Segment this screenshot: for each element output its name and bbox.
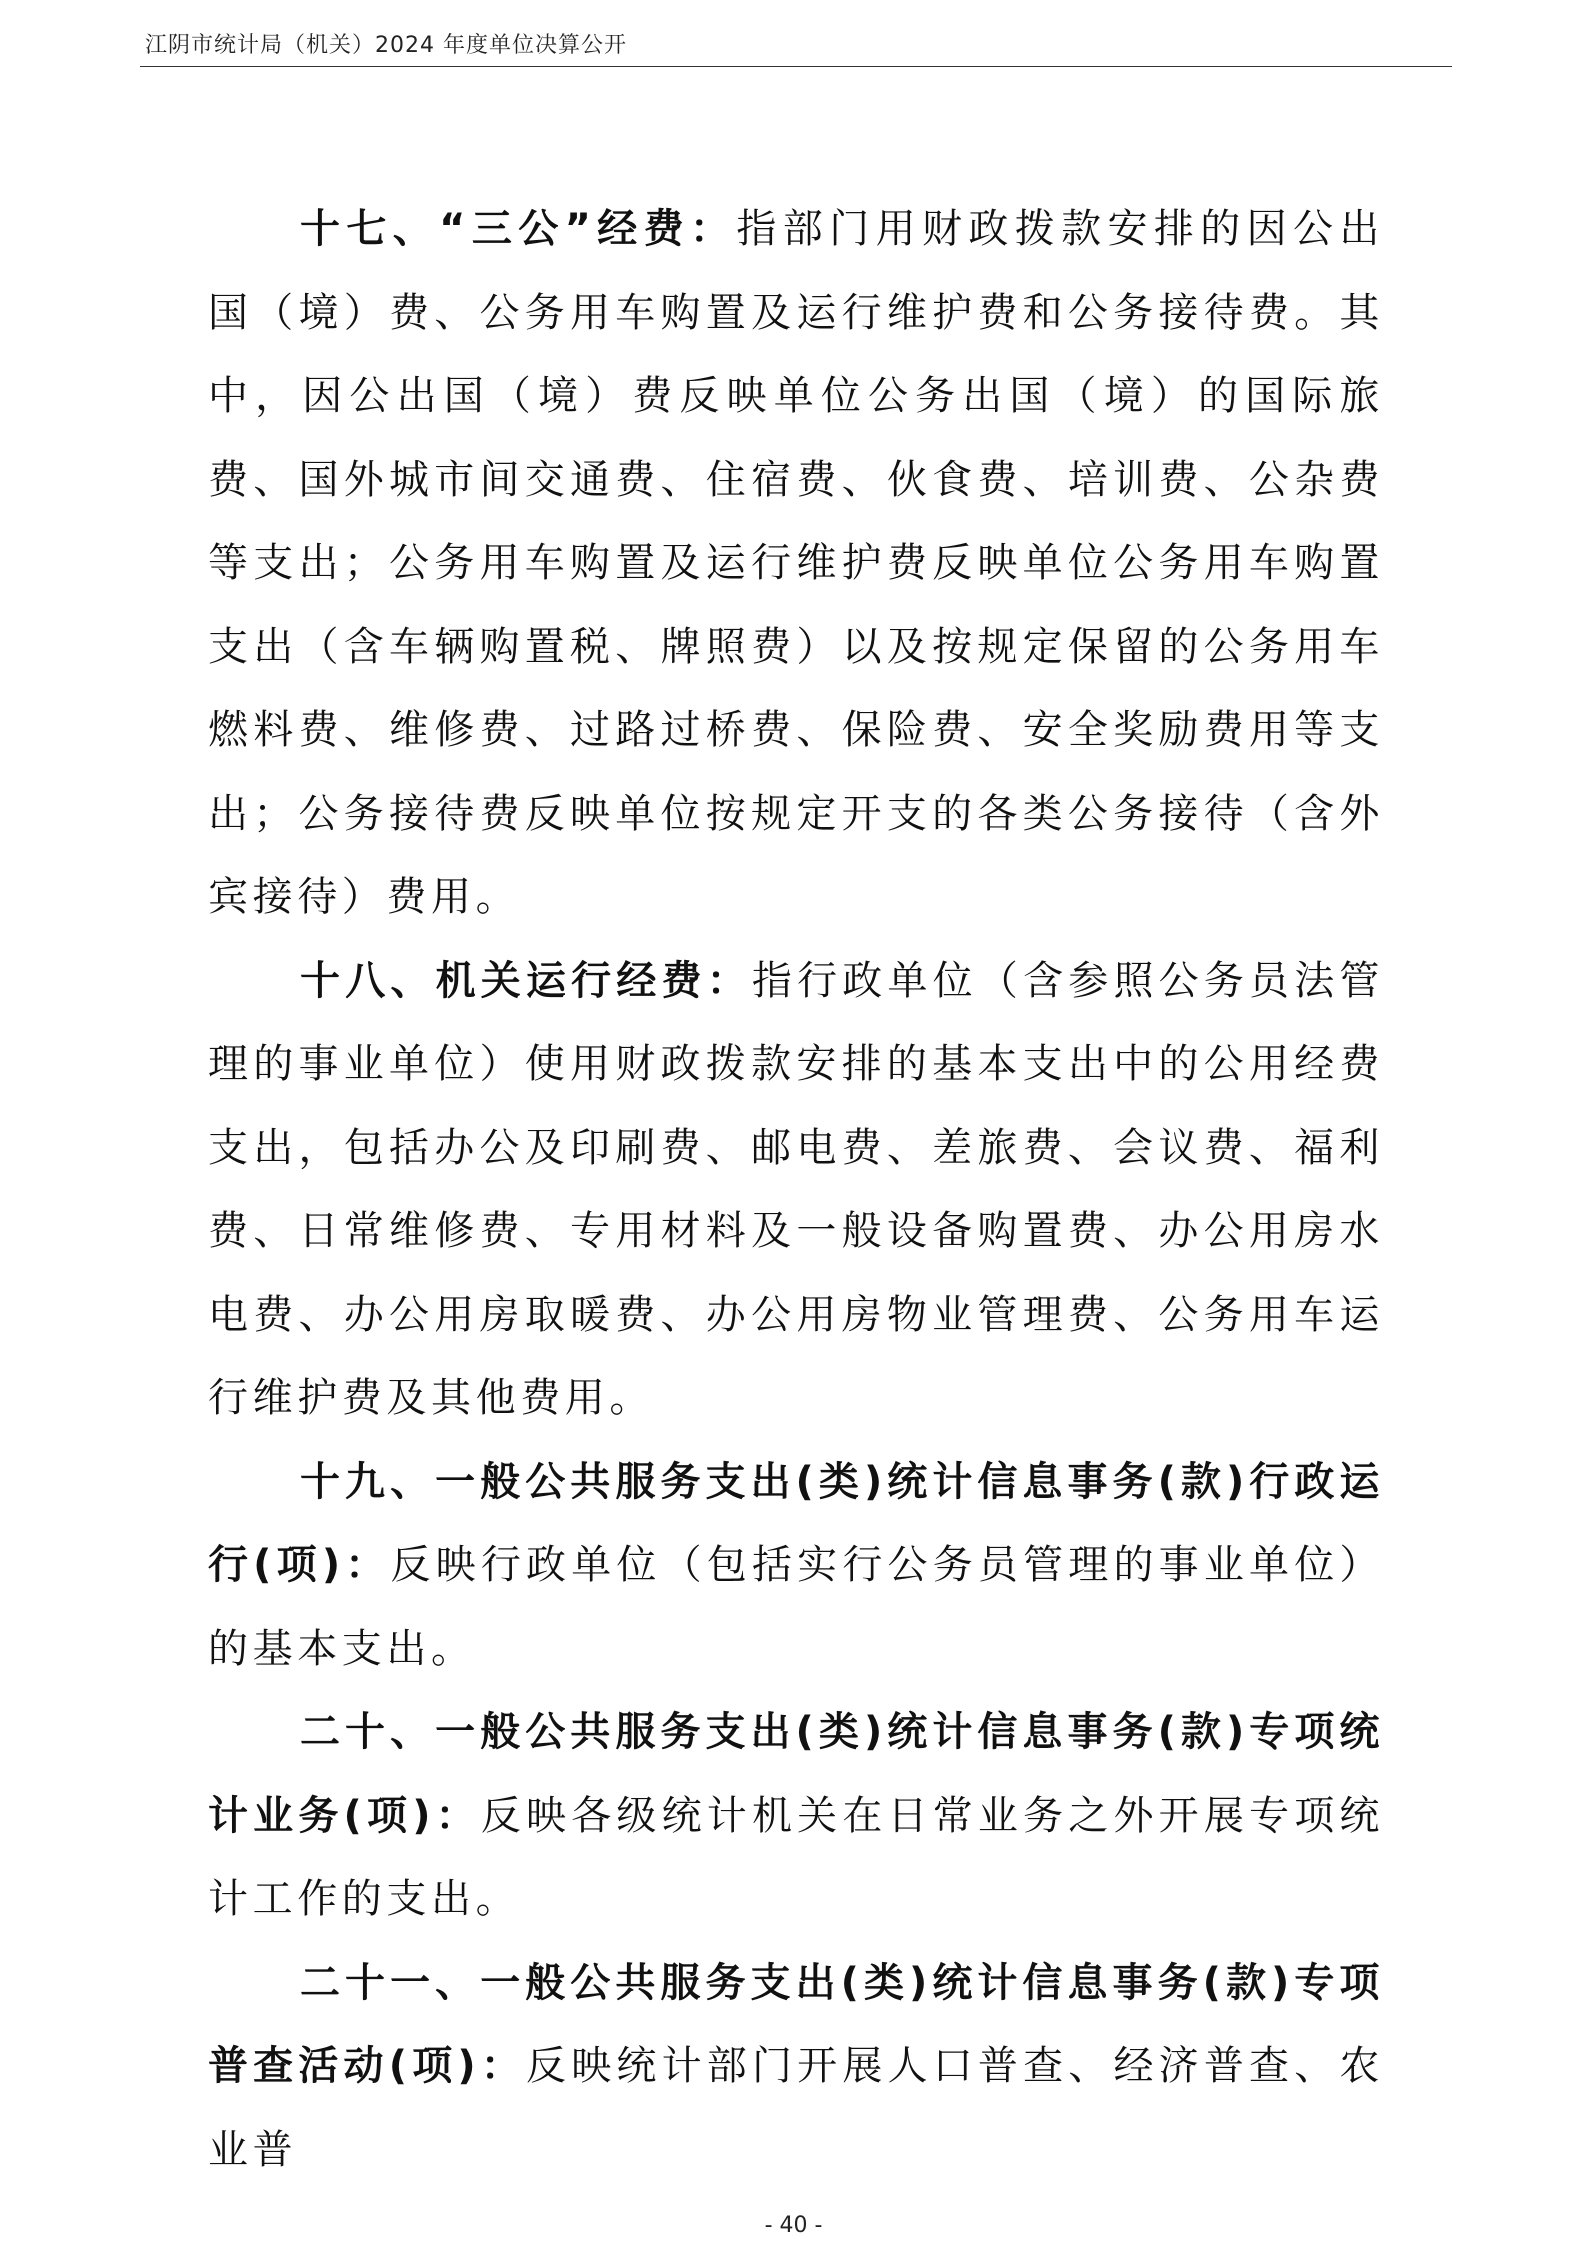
term-definition: 指部门用财政拨款安排的因公出国（境）费、公务用车购置及运行维护费和公务接待费。其中，因公出国（境）费反映单位公务出国（境）的国际旅费、国外城市间交通费、住宿费、伙食费、培训费、公杂费等支出；公务用车购置及运行维护费反映单位公务用车购置支出（含车辆购置税、牌照费）以及按规定保留的公务用车燃料费、维修费、过路过桥费、保险费、安全奖励费用等支出；公务接待费反映单位按规定开支的各类公务接待（含外宾接待）费用。 bbox=[208, 206, 1385, 920]
term-definition: 反映各级统计机关在日常业务之外开展专项统计工作的支出。 bbox=[208, 1792, 1385, 1922]
paragraph-19 bbox=[208, 1441, 1384, 1692]
term-heading: 十八、机关运行经费： bbox=[300, 957, 752, 1004]
term-heading: 十九、一般公共服务支出(类)统计信息事务(款)行政运行(项)： bbox=[208, 1458, 1384, 1588]
term-heading: 二十、一般公共服务支出(类)统计信息事务(款)专项统计业务(项)： bbox=[208, 1709, 1384, 1839]
term-heading: 二十一、一般公共服务支出(类)统计信息事务(款)专项普查活动(项)： bbox=[208, 1959, 1384, 2089]
term-definition: 指行政单位（含参照公务员法管理的事业单位）使用财政拨款安排的基本支出中的公用经费支出，包括办公及印刷费、邮电费、差旅费、会议费、福利费、日常维修费、专用材料及一般设备购置费、办公用房水电费、办公用房取暖费、办公用房物业管理费、公务用车运行维护费及其他费用。 bbox=[208, 957, 1385, 1421]
term-definition: 反映统计部门开展人口普查、经济普查、农业普 bbox=[208, 2043, 1384, 2173]
header-divider bbox=[140, 66, 1452, 67]
term-heading: 十七、“三公”经费： bbox=[300, 206, 737, 252]
paragraph-20 bbox=[208, 1691, 1384, 1942]
paragraph-17 bbox=[208, 188, 1384, 940]
page-header-title: 江阴市统计局（机关）2024 年度单位决算公开 bbox=[145, 33, 627, 58]
document-body bbox=[208, 188, 1384, 2192]
term-definition: 反映行政单位（包括实行公务员管理的事业单位）的基本支出。 bbox=[208, 1542, 1385, 1672]
page-number: - 40 - bbox=[764, 2213, 823, 2238]
paragraph-18 bbox=[208, 940, 1384, 1441]
paragraph-21 bbox=[208, 1942, 1384, 2193]
